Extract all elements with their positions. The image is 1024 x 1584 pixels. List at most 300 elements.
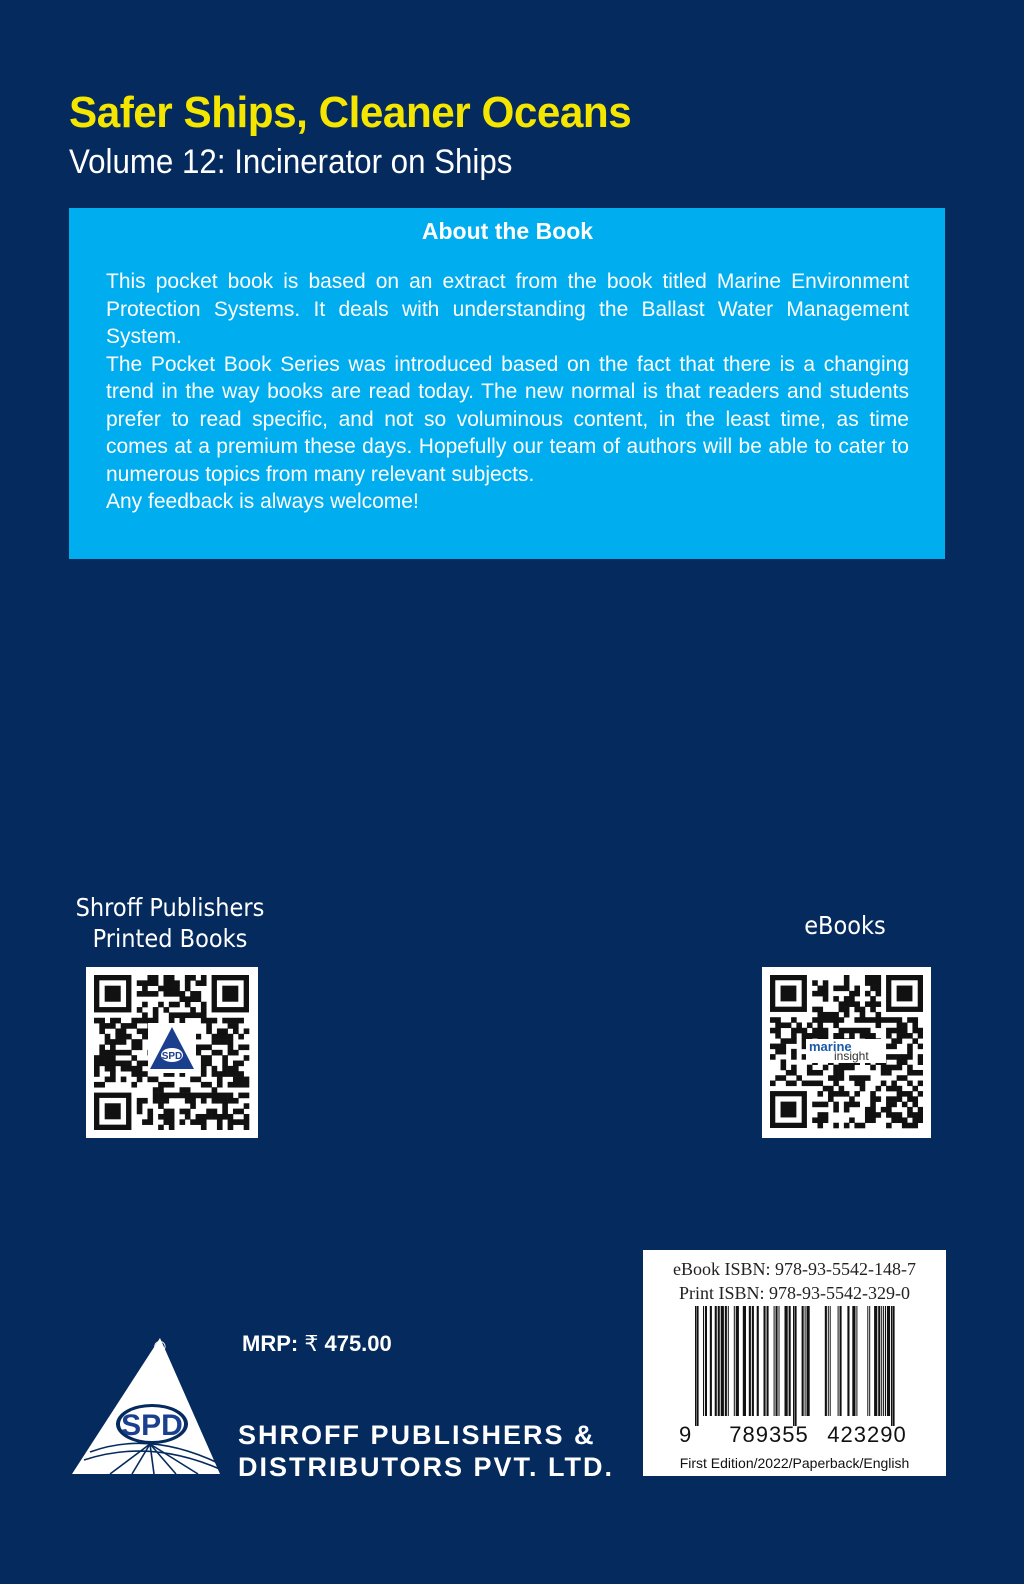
qr-module <box>844 1091 850 1097</box>
qr-module <box>849 1065 855 1071</box>
mrp-amount: 475.00 <box>324 1331 392 1356</box>
qr-module <box>833 1075 839 1081</box>
qr-module <box>115 1034 121 1040</box>
qr-module <box>770 1081 776 1087</box>
qr-module <box>137 1109 143 1115</box>
qr-module <box>196 1119 202 1125</box>
qr-module <box>902 1054 908 1060</box>
qr-module <box>190 975 196 981</box>
qr-module <box>217 1039 223 1045</box>
qr-module <box>907 1091 913 1097</box>
qr-module <box>823 986 829 992</box>
qr-module <box>233 1066 239 1072</box>
qr-module <box>881 1081 887 1087</box>
qr-module <box>770 1054 776 1060</box>
qr-module <box>881 1107 887 1113</box>
qr-module <box>147 975 153 981</box>
qr-module <box>121 1050 127 1056</box>
qr-module <box>876 1112 882 1118</box>
qr-module <box>897 1054 903 1060</box>
qr-module <box>865 1033 871 1039</box>
qr-module <box>147 1114 153 1120</box>
qr-module <box>839 1086 845 1092</box>
qr-module <box>817 1033 823 1039</box>
qr-module <box>828 1096 834 1102</box>
qr-module <box>912 1086 918 1092</box>
ebook-isbn: eBook ISBN: 978-93-5542-148-7 <box>673 1259 916 1279</box>
qr-module <box>206 1028 212 1034</box>
qr-module <box>876 1001 882 1007</box>
qr-module <box>190 1119 196 1125</box>
qr-module <box>153 1087 159 1093</box>
qr-module <box>886 1070 892 1076</box>
qr-module <box>217 1050 223 1056</box>
qr-module <box>886 1107 892 1113</box>
qr-module <box>196 996 202 1002</box>
barcode-digit-first: 9 <box>679 1422 692 1446</box>
qr-module <box>115 1039 121 1045</box>
qr-module <box>891 1054 897 1060</box>
qr-module <box>121 1066 127 1072</box>
qr-module <box>907 1054 913 1060</box>
qr-module <box>185 1093 191 1099</box>
qr-module <box>217 1125 223 1130</box>
qr-module <box>244 1125 250 1130</box>
qr-module <box>891 1086 897 1092</box>
qr-module <box>849 1028 855 1034</box>
qr-module <box>142 986 148 992</box>
qr-module <box>833 1017 839 1023</box>
qr-module <box>233 1061 239 1067</box>
qr-module <box>222 1039 228 1045</box>
barcode-bar <box>825 1306 827 1416</box>
qr-module <box>99 1023 105 1029</box>
qr-module <box>781 1059 787 1065</box>
qr-module <box>222 1098 228 1104</box>
qr-module <box>891 1017 897 1023</box>
qr-module <box>897 1059 903 1065</box>
qr-module <box>833 1033 839 1039</box>
qr-module <box>201 1012 207 1018</box>
qr-module <box>142 1119 148 1125</box>
qr-module <box>212 1039 218 1045</box>
barcode-bar <box>828 1306 829 1416</box>
qr-module <box>217 1119 223 1125</box>
qr-module <box>238 1061 244 1067</box>
qr-module <box>190 1007 196 1013</box>
qr-module <box>812 1070 818 1076</box>
qr-module <box>238 1077 244 1083</box>
barcode-bar <box>874 1306 877 1416</box>
qr-module <box>796 1028 802 1034</box>
spd-logo-text: SPD <box>121 1409 183 1442</box>
qr-module <box>807 1065 813 1071</box>
qr-module <box>891 1081 897 1087</box>
qr-module <box>907 1070 913 1076</box>
about-heading: About the Book <box>421 218 594 244</box>
qr-module <box>222 1114 228 1120</box>
barcode-bar <box>757 1306 759 1416</box>
qr-module <box>228 1114 234 1120</box>
qr-module <box>865 1028 871 1034</box>
qr-module <box>169 986 175 992</box>
qr-module <box>94 1018 100 1024</box>
qr-module <box>131 1044 137 1050</box>
qr-module <box>870 1102 876 1108</box>
qr-module <box>222 1093 228 1099</box>
qr-module <box>817 1081 823 1087</box>
qr-module <box>870 975 876 981</box>
qr-module <box>147 991 153 997</box>
qr-module <box>781 1075 787 1081</box>
barcode-bar <box>838 1306 839 1416</box>
qr-module <box>142 980 148 986</box>
qr-module <box>105 1050 111 1056</box>
qr-module <box>833 1065 839 1071</box>
qr-module <box>244 1103 250 1109</box>
qr-module <box>854 986 860 992</box>
qr-module <box>870 1033 876 1039</box>
qr-module <box>244 1114 250 1120</box>
qr-module <box>817 1102 823 1108</box>
qr-module <box>775 1033 781 1039</box>
qr-module <box>153 1093 159 1099</box>
qr-module <box>212 1050 218 1056</box>
qr-module <box>891 1102 897 1108</box>
qr-module <box>918 1107 923 1113</box>
marine-insight-logo <box>806 1039 886 1063</box>
qr-module <box>918 1091 923 1097</box>
qr-module <box>902 1102 908 1108</box>
qr-module <box>812 1028 818 1034</box>
qr-module <box>907 1096 913 1102</box>
qr-module <box>147 980 153 986</box>
qr-module <box>131 1071 137 1077</box>
qr-module <box>902 1022 908 1028</box>
qr-module <box>812 1033 818 1039</box>
qr-module <box>876 1022 882 1028</box>
qr-module <box>865 975 871 981</box>
qr-module <box>99 1028 105 1034</box>
qr-module <box>228 1050 234 1056</box>
qr-module <box>870 1017 876 1023</box>
qr-module <box>807 1022 813 1028</box>
qr-module <box>228 1018 234 1024</box>
qr-module <box>817 1022 823 1028</box>
qr-module <box>174 1002 180 1008</box>
qr-module <box>817 1017 823 1023</box>
qr-module <box>185 996 191 1002</box>
qr-module <box>110 1066 116 1072</box>
qr-module <box>886 1123 892 1129</box>
qr-module <box>812 991 818 997</box>
qr-module <box>185 1012 191 1018</box>
qr-module <box>222 1109 228 1115</box>
qr-module <box>228 1093 234 1099</box>
qr-module <box>233 1098 239 1104</box>
qr-module <box>180 1087 186 1093</box>
qr-module <box>891 1038 897 1044</box>
qr-module <box>918 1081 923 1087</box>
qr-module <box>131 1023 137 1029</box>
barcode-bar <box>856 1306 857 1416</box>
qr-module <box>817 991 823 997</box>
qr-module <box>206 1023 212 1029</box>
qr-module <box>781 1049 787 1055</box>
qr-module <box>142 991 148 997</box>
marine-logo-text: marine <box>809 1039 852 1054</box>
about-paragraph-3: Any feedback is always welcome! <box>106 490 419 513</box>
qr-module <box>897 1117 903 1123</box>
qr-module <box>860 1081 866 1087</box>
qr-module <box>902 1033 908 1039</box>
qr-module <box>902 1123 908 1129</box>
qr-module <box>121 1028 127 1034</box>
qr-module <box>791 1070 797 1076</box>
qr-module <box>185 1109 191 1115</box>
qr-module <box>158 1098 164 1104</box>
qr-module <box>169 980 175 986</box>
qr-module <box>126 1034 132 1040</box>
qr-module <box>839 1028 845 1034</box>
qr-module <box>807 1033 813 1039</box>
qr-module <box>870 1107 876 1113</box>
qr-module <box>94 1066 100 1072</box>
barcode-bar <box>721 1306 724 1416</box>
qr-module <box>105 1034 111 1040</box>
qr-module <box>886 1044 892 1050</box>
qr-module <box>791 1054 797 1060</box>
qr-module <box>828 1091 834 1097</box>
qr-module <box>823 1102 829 1108</box>
qr-module <box>844 1065 850 1071</box>
qr-module <box>206 1055 212 1061</box>
qr-module <box>775 1017 781 1023</box>
qr-module <box>828 1086 834 1092</box>
qr-module <box>169 1082 175 1088</box>
qr-module <box>233 1050 239 1056</box>
qr-module <box>238 1082 244 1088</box>
qr-module <box>222 1066 228 1072</box>
qr-module <box>775 1022 781 1028</box>
qr-module <box>912 1038 918 1044</box>
qr-finder-pattern <box>781 986 797 1002</box>
qr-module <box>174 991 180 997</box>
qr-module <box>912 1123 918 1129</box>
qr-module <box>876 1012 882 1018</box>
registered-mark: ® <box>154 1339 166 1356</box>
qr-module <box>823 1117 829 1123</box>
barcode-bar <box>802 1306 804 1416</box>
qr-module <box>897 1096 903 1102</box>
qr-module <box>897 1075 903 1081</box>
qr-module <box>185 1098 191 1104</box>
qr-module <box>912 1070 918 1076</box>
qr-module <box>158 1087 164 1093</box>
qr-module <box>126 1023 132 1029</box>
qr-finder-pattern <box>105 1103 121 1119</box>
qr-module <box>876 1096 882 1102</box>
barcode-bar <box>805 1306 806 1416</box>
barcode-bar <box>867 1306 868 1416</box>
qr-module <box>849 1096 855 1102</box>
qr-module <box>865 1112 871 1118</box>
qr-module <box>233 1109 239 1115</box>
qr-module <box>185 980 191 986</box>
qr-module <box>907 1049 913 1055</box>
barcode-guard-bar <box>695 1306 697 1426</box>
qr-module <box>844 1102 850 1108</box>
mrp-label: MRP: <box>242 1331 299 1356</box>
qr-module <box>854 1075 860 1081</box>
qr-module <box>870 1001 876 1007</box>
qr-module <box>131 1066 137 1072</box>
qr-module <box>201 1119 207 1125</box>
qr-module <box>912 1028 918 1034</box>
qr-module <box>860 1007 866 1013</box>
qr-module <box>786 1070 792 1076</box>
qr-module <box>823 1086 829 1092</box>
qr-module <box>891 1112 897 1118</box>
rupee-symbol: ₹ <box>304 1331 319 1356</box>
qr-module <box>907 1044 913 1050</box>
qr-module <box>217 1093 223 1099</box>
qr-module <box>770 1028 776 1034</box>
qr-module <box>854 991 860 997</box>
qr-module <box>163 991 169 997</box>
qr-module <box>823 1033 829 1039</box>
qr-module <box>206 1082 212 1088</box>
barcode-bar <box>728 1306 729 1416</box>
qr-module <box>897 1091 903 1097</box>
qr-module <box>876 986 882 992</box>
qr-module <box>163 1119 169 1125</box>
qr-module <box>907 1107 913 1113</box>
qr-module <box>137 980 143 986</box>
qr-module <box>865 1017 871 1023</box>
qr-module <box>897 1028 903 1034</box>
qr-module <box>823 1112 829 1118</box>
qr-module <box>918 1070 923 1076</box>
qr-module <box>912 1117 918 1123</box>
qr-module <box>206 1044 212 1050</box>
qr-module <box>185 1087 191 1093</box>
qr-module <box>918 1112 923 1118</box>
qr-module <box>105 1039 111 1045</box>
qr-module <box>886 1086 892 1092</box>
qr-module <box>238 1109 244 1115</box>
qr-module <box>876 991 882 997</box>
qr-module <box>244 1055 250 1061</box>
qr-module <box>849 1102 855 1108</box>
qr-module <box>812 1117 818 1123</box>
qr-module <box>190 996 196 1002</box>
qr-module <box>897 1038 903 1044</box>
barcode-bar <box>776 1306 778 1416</box>
qr-module <box>238 1044 244 1050</box>
qr-module <box>833 1022 839 1028</box>
qr-module <box>158 1082 164 1088</box>
qr-module <box>244 1082 250 1088</box>
printed-books-qr-code[interactable] <box>86 967 258 1138</box>
spd-publisher-logo <box>70 1334 230 1479</box>
qr-module <box>158 1114 164 1120</box>
qr-module <box>791 1049 797 1055</box>
qr-module <box>791 1028 797 1034</box>
qr-module <box>844 1007 850 1013</box>
barcode-bar <box>847 1306 849 1416</box>
qr-module <box>891 1028 897 1034</box>
qr-module <box>902 1117 908 1123</box>
qr-module <box>870 980 876 986</box>
qr-module <box>886 1102 892 1108</box>
barcode-bar <box>883 1306 884 1416</box>
qr-module <box>860 1012 866 1018</box>
qr-module <box>881 1017 887 1023</box>
about-paragraph-1: This pocket book is based on an extract from the book titled Marine Environment Protection Systems. It deals with understanding the Ballast Water Management System. <box>106 270 909 348</box>
qr-module <box>807 1070 813 1076</box>
qr-module <box>854 1017 860 1023</box>
qr-module <box>228 1119 234 1125</box>
qr-module <box>770 1017 776 1023</box>
qr-module <box>190 991 196 997</box>
qr-module <box>163 980 169 986</box>
qr-module <box>169 1125 175 1130</box>
qr-module <box>228 1071 234 1077</box>
qr-module <box>781 1044 787 1050</box>
qr-module <box>190 1093 196 1099</box>
barcode-bar <box>743 1306 746 1416</box>
qr-module <box>823 1028 829 1034</box>
qr-module <box>918 1117 923 1123</box>
qr-module <box>912 1102 918 1108</box>
qr-module <box>158 1125 164 1130</box>
qr-module <box>817 986 823 992</box>
qr-module <box>201 1002 207 1008</box>
qr-module <box>854 1007 860 1013</box>
qr-module <box>775 1044 781 1050</box>
qr-module <box>849 1117 855 1123</box>
barcode-bar <box>710 1306 712 1416</box>
qr-module <box>212 1093 218 1099</box>
qr-module <box>881 1070 887 1076</box>
qr-module <box>217 1071 223 1077</box>
qr-module <box>891 1044 897 1050</box>
qr-module <box>238 1093 244 1099</box>
qr-module <box>110 1044 116 1050</box>
qr-module <box>233 1119 239 1125</box>
qr-module <box>870 1007 876 1013</box>
ebooks-qr-label: eBooks <box>804 911 886 940</box>
qr-module <box>870 1096 876 1102</box>
qr-module <box>163 1082 169 1088</box>
qr-module <box>902 1091 908 1097</box>
qr-module <box>907 1081 913 1087</box>
qr-module <box>817 1012 823 1018</box>
barcode-bar <box>705 1306 707 1416</box>
qr-module <box>828 1075 834 1081</box>
edition-info: First Edition/2022/Paperback/English <box>679 1455 910 1471</box>
ebooks-qr-code[interactable] <box>762 967 931 1138</box>
qr-module <box>105 1066 111 1072</box>
qr-module <box>233 1023 239 1029</box>
qr-module <box>169 1012 175 1018</box>
publisher-name-line2: DISTRIBUTORS PVT. LTD. <box>238 1452 615 1482</box>
qr-module <box>163 1093 169 1099</box>
qr-module <box>849 991 855 997</box>
qr-module <box>228 1034 234 1040</box>
qr-module <box>99 1044 105 1050</box>
